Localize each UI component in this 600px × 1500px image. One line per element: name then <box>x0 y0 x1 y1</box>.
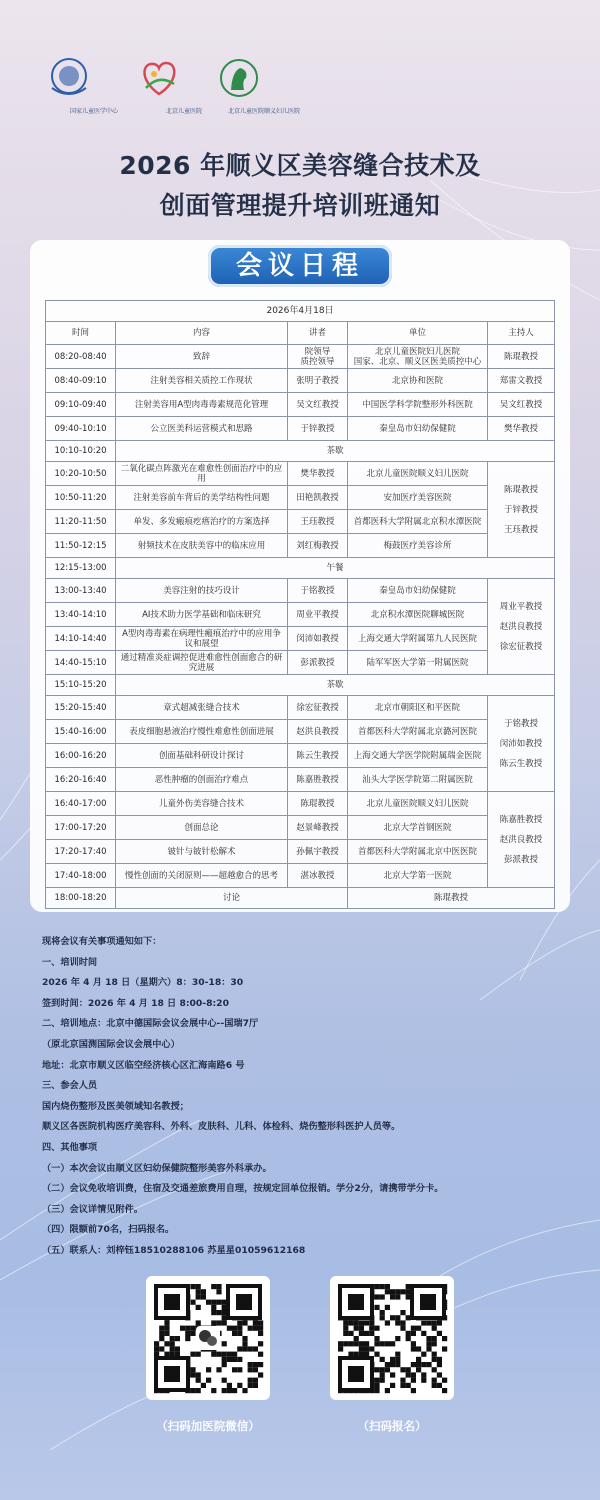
table-cell: 闵沛如教授 <box>288 627 348 651</box>
table-cell: 15:10-15:20 <box>46 675 116 696</box>
table-cell: 汕头大学医学院第二附属医院 <box>348 768 488 792</box>
table-row <box>46 744 555 768</box>
title-line-1: 2026 年顺义区美容缝合技术及 <box>119 151 481 180</box>
table-row <box>46 816 555 840</box>
table-cell: 午餐 <box>116 558 555 579</box>
title-line-2: 创面管理提升培训班通知 <box>159 191 441 220</box>
table-row <box>46 720 555 744</box>
table-row <box>46 627 555 651</box>
table-cell: 08:20-08:40 <box>46 345 116 369</box>
notice-line: （原北京国测国际会议会展中心） <box>42 1038 180 1050</box>
table-row <box>46 510 555 534</box>
table-cell: 于铭教授 闵沛如教授 陈云生教授 <box>488 696 555 792</box>
table-cell: 茶歇 <box>116 675 555 696</box>
table-cell: 北京协和医院 <box>348 369 488 393</box>
table-cell: 17:20-17:40 <box>46 840 116 864</box>
table-cell: 孙佩宇教授 <box>288 840 348 864</box>
table-row <box>46 768 555 792</box>
logo-caption: 北京儿童医院顺义妇儿医院 <box>227 108 300 115</box>
table-cell: 陈琨教授 <box>288 792 348 816</box>
table-cell: 陈琨教授 <box>488 345 555 369</box>
table-cell: 安加医疗美容医院 <box>348 486 488 510</box>
table-cell: 11:50-12:15 <box>46 534 116 558</box>
mother-child-logo-icon <box>214 54 264 102</box>
table-cell: 刘红梅教授 <box>288 534 348 558</box>
table-cell: 田艳凯教授 <box>288 486 348 510</box>
table-cell: 15:40-16:00 <box>46 720 116 744</box>
registration-qr-caption: （扫码报名） <box>357 1419 427 1433</box>
page-title <box>0 146 600 226</box>
table-cell: 秦皇岛市妇幼保健院 <box>348 417 488 441</box>
table-cell: 注射美容用A型肉毒毒素规范化管理 <box>116 393 288 417</box>
table-cell: 14:40-15:10 <box>46 651 116 675</box>
table-cell: 08:40-09:10 <box>46 369 116 393</box>
table-row <box>46 888 555 909</box>
table-row <box>46 864 555 888</box>
table-cell: 院领导 质控领导 <box>288 345 348 369</box>
notice-line: 现将会议有关事项通知如下： <box>42 936 162 947</box>
table-cell: 陈琨教授 <box>348 888 555 909</box>
table-row <box>46 840 555 864</box>
un-emblem-icon <box>44 54 94 102</box>
table-cell: 10:20-10:50 <box>46 462 116 486</box>
table-row <box>46 417 555 441</box>
table-row <box>46 579 555 603</box>
table-cell: 于铭教授 <box>288 579 348 603</box>
table-cell: 陈嘉胜教授 <box>288 768 348 792</box>
table-cell: 北京儿童医院妇儿医院 国家、北京、顺义区医美质控中心 <box>348 345 488 369</box>
schedule-table <box>45 300 555 909</box>
notice-line: （一）本次会议由顺义区妇幼保健院整形美容外科承办。 <box>42 1162 272 1174</box>
table-cell: 张明子教授 <box>288 369 348 393</box>
table-cell: 17:00-17:20 <box>46 816 116 840</box>
table-cell: 09:10-09:40 <box>46 393 116 417</box>
table-cell: 16:20-16:40 <box>46 768 116 792</box>
table-cell: 徐宏征教授 <box>288 696 348 720</box>
table-row <box>46 441 555 462</box>
table-header-row <box>46 322 555 345</box>
table-cell: 北京儿童医院顺义妇儿医院 <box>348 462 488 486</box>
table-cell: 吴文红教授 <box>488 393 555 417</box>
registration-qr-code <box>330 1276 454 1400</box>
logo-caption: 国家儿童医学中心 <box>69 108 118 115</box>
table-cell: 射频技术在皮肤美容中的临床应用 <box>116 534 288 558</box>
table-cell: 章式超减张缝合技术 <box>116 696 288 720</box>
registration-qr-icon <box>330 1276 454 1400</box>
table-row <box>46 558 555 579</box>
table-cell: 铍针与铍针松解术 <box>116 840 288 864</box>
table-cell: 北京大学首钢医院 <box>348 816 488 840</box>
logo-strip <box>44 54 564 124</box>
table-cell: 11:20-11:50 <box>46 510 116 534</box>
shunyi-hospital-logo <box>214 54 300 115</box>
table-cell: 陈嘉胜教授 赵洪良教授 彭派教授 <box>488 792 555 888</box>
table-cell: 北京积水潭医院聊城医院 <box>348 603 488 627</box>
table-cell: 创面总论 <box>116 816 288 840</box>
table-cell: 郑雷文教授 <box>488 369 555 393</box>
table-cell: 注射美容相关质控工作现状 <box>116 369 288 393</box>
table-cell: 14:10-14:40 <box>46 627 116 651</box>
table-cell: 陆军军医大学第一附属医院 <box>348 651 488 675</box>
table-cell: 讨论 <box>116 888 348 909</box>
table-cell: 09:40-10:10 <box>46 417 116 441</box>
table-cell: 通过精准炎症调控促进难愈性创面愈合的研究进展 <box>116 651 288 675</box>
table-row <box>46 651 555 675</box>
table-cell: 时间 <box>46 322 116 345</box>
table-cell: 13:00-13:40 <box>46 579 116 603</box>
table-row <box>46 534 555 558</box>
table-cell: 王珏教授 <box>288 510 348 534</box>
table-cell: 讲者 <box>288 322 348 345</box>
table-row <box>46 345 555 369</box>
notice-line: 四、其他事项 <box>42 1141 98 1153</box>
table-row <box>46 462 555 486</box>
table-cell: 表皮细胞悬液治疗慢性难愈性创面进展 <box>116 720 288 744</box>
wechat-qr-icon <box>146 1276 270 1400</box>
table-cell: 首都医科大学附属北京中医医院 <box>348 840 488 864</box>
table-cell: 13:40-14:10 <box>46 603 116 627</box>
table-cell: 秦皇岛市妇幼保健院 <box>348 579 488 603</box>
notice-line: 签到时间：2026 年 4 月 18 日 8:00-8:20 <box>42 997 229 1009</box>
table-cell: 16:40-17:00 <box>46 792 116 816</box>
table-cell: AI技术助力医学基础和临床研究 <box>116 603 288 627</box>
notice-line: 顺义区各医院机构医疗美容科、外科、皮肤科、儿科、体检科、烧伤整形科医护人员等。 <box>42 1121 401 1133</box>
table-cell: 公立医美科运营模式和思路 <box>116 417 288 441</box>
table-cell: 创面基础科研设计探讨 <box>116 744 288 768</box>
table-cell: 二氧化碳点阵激光在难愈性创面治疗中的应用 <box>116 462 288 486</box>
table-cell: 12:15-13:00 <box>46 558 116 579</box>
table-cell: 湛冰教授 <box>288 864 348 888</box>
table-row <box>46 792 555 816</box>
table-cell: 2026年4月18日 <box>46 301 555 322</box>
wechat-qr-caption: （扫码加医院微信） <box>156 1419 260 1433</box>
notice-line: 地址：北京市顺义区临空经济核心区汇海南路6 号 <box>42 1059 245 1071</box>
notice-line: （三）会议详情见附件。 <box>42 1203 144 1215</box>
table-cell: 单发、多发瘢痕疙瘩治疗的方案选择 <box>116 510 288 534</box>
table-cell: 北京儿童医院顺义妇儿医院 <box>348 792 488 816</box>
table-cell: 10:50-11:20 <box>46 486 116 510</box>
wechat-qr-code <box>146 1276 270 1400</box>
notice-section <box>42 932 582 1262</box>
table-date-row <box>46 301 555 322</box>
table-cell: 恶性肿瘤的创面治疗难点 <box>116 768 288 792</box>
notice-line: （二）会议免收培训费，住宿及交通差旅费用自理，按规定回单位报销。学分2分，请携带学分卡。 <box>42 1183 444 1195</box>
notice-line: （五）联系人：刘梓钰18510288106 苏星星01059612168 <box>42 1244 306 1256</box>
notice-line: 一、培训时间 <box>42 956 98 968</box>
table-row <box>46 603 555 627</box>
table-row <box>46 393 555 417</box>
table-cell: 儿童外伤美容缝合技术 <box>116 792 288 816</box>
table-cell: 致辞 <box>116 345 288 369</box>
table-row <box>46 486 555 510</box>
table-cell: 10:10-10:20 <box>46 441 116 462</box>
table-cell: 上海交通大学医学院附属瑞金医院 <box>348 744 488 768</box>
table-cell: 内容 <box>116 322 288 345</box>
table-cell: 18:00-18:20 <box>46 888 116 909</box>
table-cell: 单位 <box>348 322 488 345</box>
schedule-banner: 会议日程 <box>208 245 392 287</box>
table-row <box>46 696 555 720</box>
table-cell: 彭派教授 <box>288 651 348 675</box>
table-cell: 樊华教授 <box>288 462 348 486</box>
table-cell: 北京大学第一医院 <box>348 864 488 888</box>
table-cell: 上海交通大学附属第九人民医院 <box>348 627 488 651</box>
table-cell: 主持人 <box>488 322 555 345</box>
heart-children-logo-icon <box>134 54 184 102</box>
table-cell: 梅鼓医疗美容诊所 <box>348 534 488 558</box>
table-cell: 首都医科大学附属北京积水潭医院 <box>348 510 488 534</box>
table-cell: 赵景峰教授 <box>288 816 348 840</box>
table-cell: 周业平教授 <box>288 603 348 627</box>
table-cell: 樊华教授 <box>488 417 555 441</box>
national-center-logo <box>44 54 118 115</box>
table-cell: 中国医学科学院整形外科医院 <box>348 393 488 417</box>
table-cell: 北京市朝阳区和平医院 <box>348 696 488 720</box>
table-cell: 17:40-18:00 <box>46 864 116 888</box>
table-cell: 陈云生教授 <box>288 744 348 768</box>
notice-line: 2026 年 4 月 18 日（星期六）8：30-18：30 <box>42 977 244 989</box>
table-cell: 吴文红教授 <box>288 393 348 417</box>
table-cell: 周业平教授 赵洪良教授 徐宏征教授 <box>488 579 555 675</box>
notice-line: 二、培训地点：北京中德国际会议会展中心--国瑞7厅 <box>42 1018 259 1030</box>
table-cell: 15:20-15:40 <box>46 696 116 720</box>
notice-line: 国内烧伤整形及医美领域知名教授； <box>42 1100 189 1112</box>
table-cell: 茶歇 <box>116 441 555 462</box>
notice-line: 三、参会人员 <box>42 1080 98 1092</box>
logo-caption: 北京儿童医院 <box>165 108 202 115</box>
childrens-hospital-logo <box>134 54 202 115</box>
table-cell: 美容注射的技巧设计 <box>116 579 288 603</box>
table-cell: 16:00-16:20 <box>46 744 116 768</box>
table-cell: 赵洪良教授 <box>288 720 348 744</box>
table-row <box>46 369 555 393</box>
table-cell: 首都医科大学附属北京潞河医院 <box>348 720 488 744</box>
table-cell: 陈琨教授 于锌教授 王珏教授 <box>488 462 555 558</box>
table-cell: 于锌教授 <box>288 417 348 441</box>
table-cell: 慢性创面的关闭原则——超越愈合的思考 <box>116 864 288 888</box>
table-row <box>46 675 555 696</box>
table-cell: 注射美容前车背后的美学结构性问题 <box>116 486 288 510</box>
table-cell: A型肉毒毒素在病理性瘢痕治疗中的应用争议和展望 <box>116 627 288 651</box>
notice-line: （四）限额前70名，扫码报名。 <box>42 1224 175 1236</box>
